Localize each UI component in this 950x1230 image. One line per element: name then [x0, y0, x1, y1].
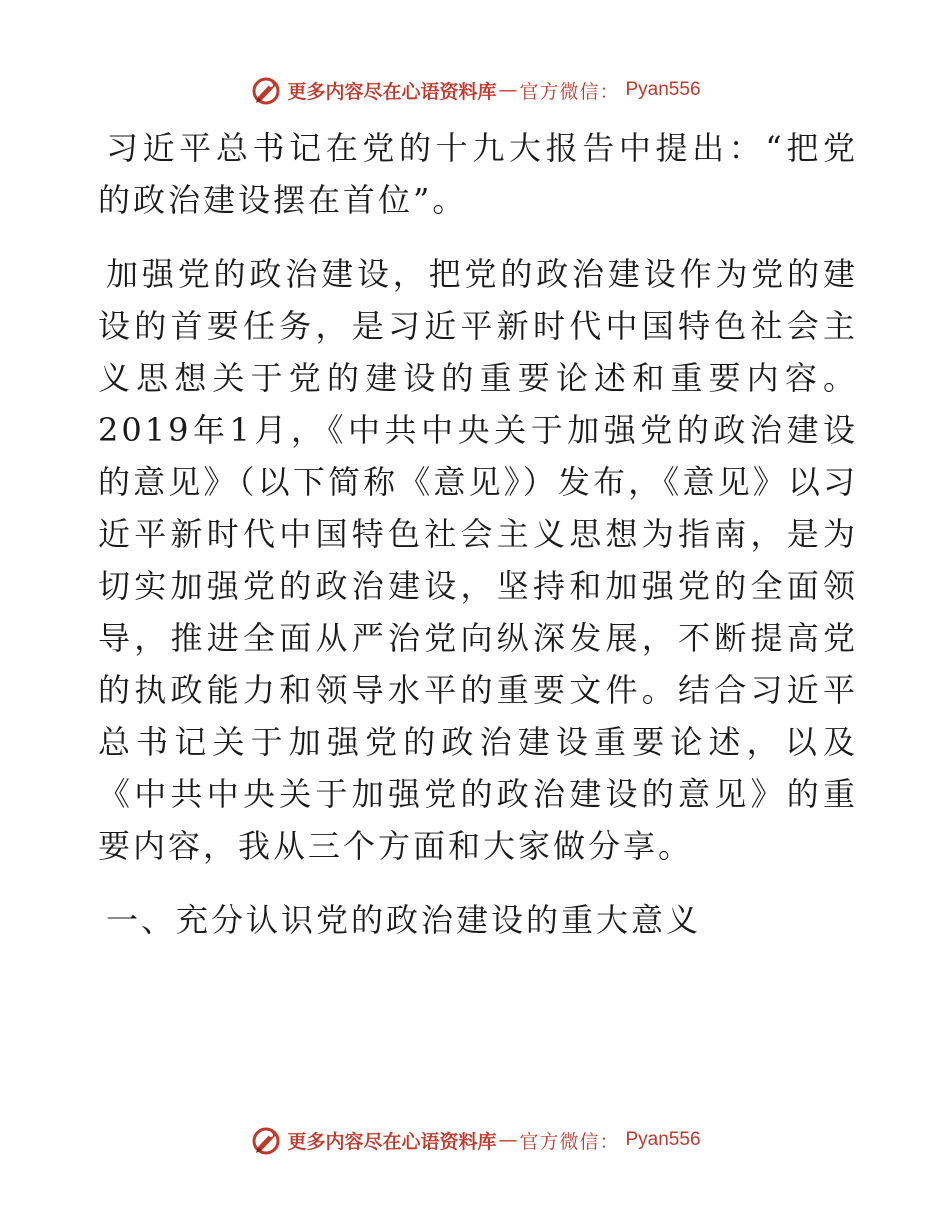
paragraph-1: 习近平总书记在党的十九大报告中提出：“把党的政治建设摆在首位”。	[98, 129, 858, 219]
watermark-wechat-id: Pyan556	[625, 79, 701, 100]
document-body	[98, 122, 858, 946]
watermark-site-text: 更多内容尽在心语资料库	[287, 80, 497, 103]
pen-logo-icon	[249, 73, 283, 107]
watermark-wechat-label: 官方微信：	[519, 80, 620, 103]
paragraph-2: 加强党的政治建设，把党的政治建设作为党的建设的首要任务，是习近平新时代中国特色社会主义思想关于党的建设的重要论述和重要内容。2019年1月，《中共中央关于加强党的政治建设的意见》（以下简称《意见》）发布，《意见》以习近平新时代中国特色社会主义思想为指南，是为切实加强党的政治建设，坚持和加强党的全面领导，推进全面从严治党向纵深发展，不断提高党的执政能力和领导水平的重要文件。结合习近平总书记关于加强党的政治建设重要论述，以及《中共中央关于加强党的政治建设的意见》的重要内容，我从三个方面和大家做分享。	[98, 255, 858, 865]
watermark-wechat-label: 官方微信：	[519, 1130, 620, 1153]
watermark-separator: —	[498, 1129, 518, 1151]
watermark-site-text: 更多内容尽在心语资料库	[287, 1130, 497, 1153]
footer-watermark	[0, 1120, 950, 1160]
watermark-separator: —	[498, 79, 518, 101]
section-heading: 一、充分认识党的政治建设的重大意义	[106, 901, 702, 939]
pen-logo-icon	[249, 1123, 283, 1157]
header-watermark	[0, 70, 950, 110]
watermark-wechat-id: Pyan556	[625, 1129, 701, 1150]
